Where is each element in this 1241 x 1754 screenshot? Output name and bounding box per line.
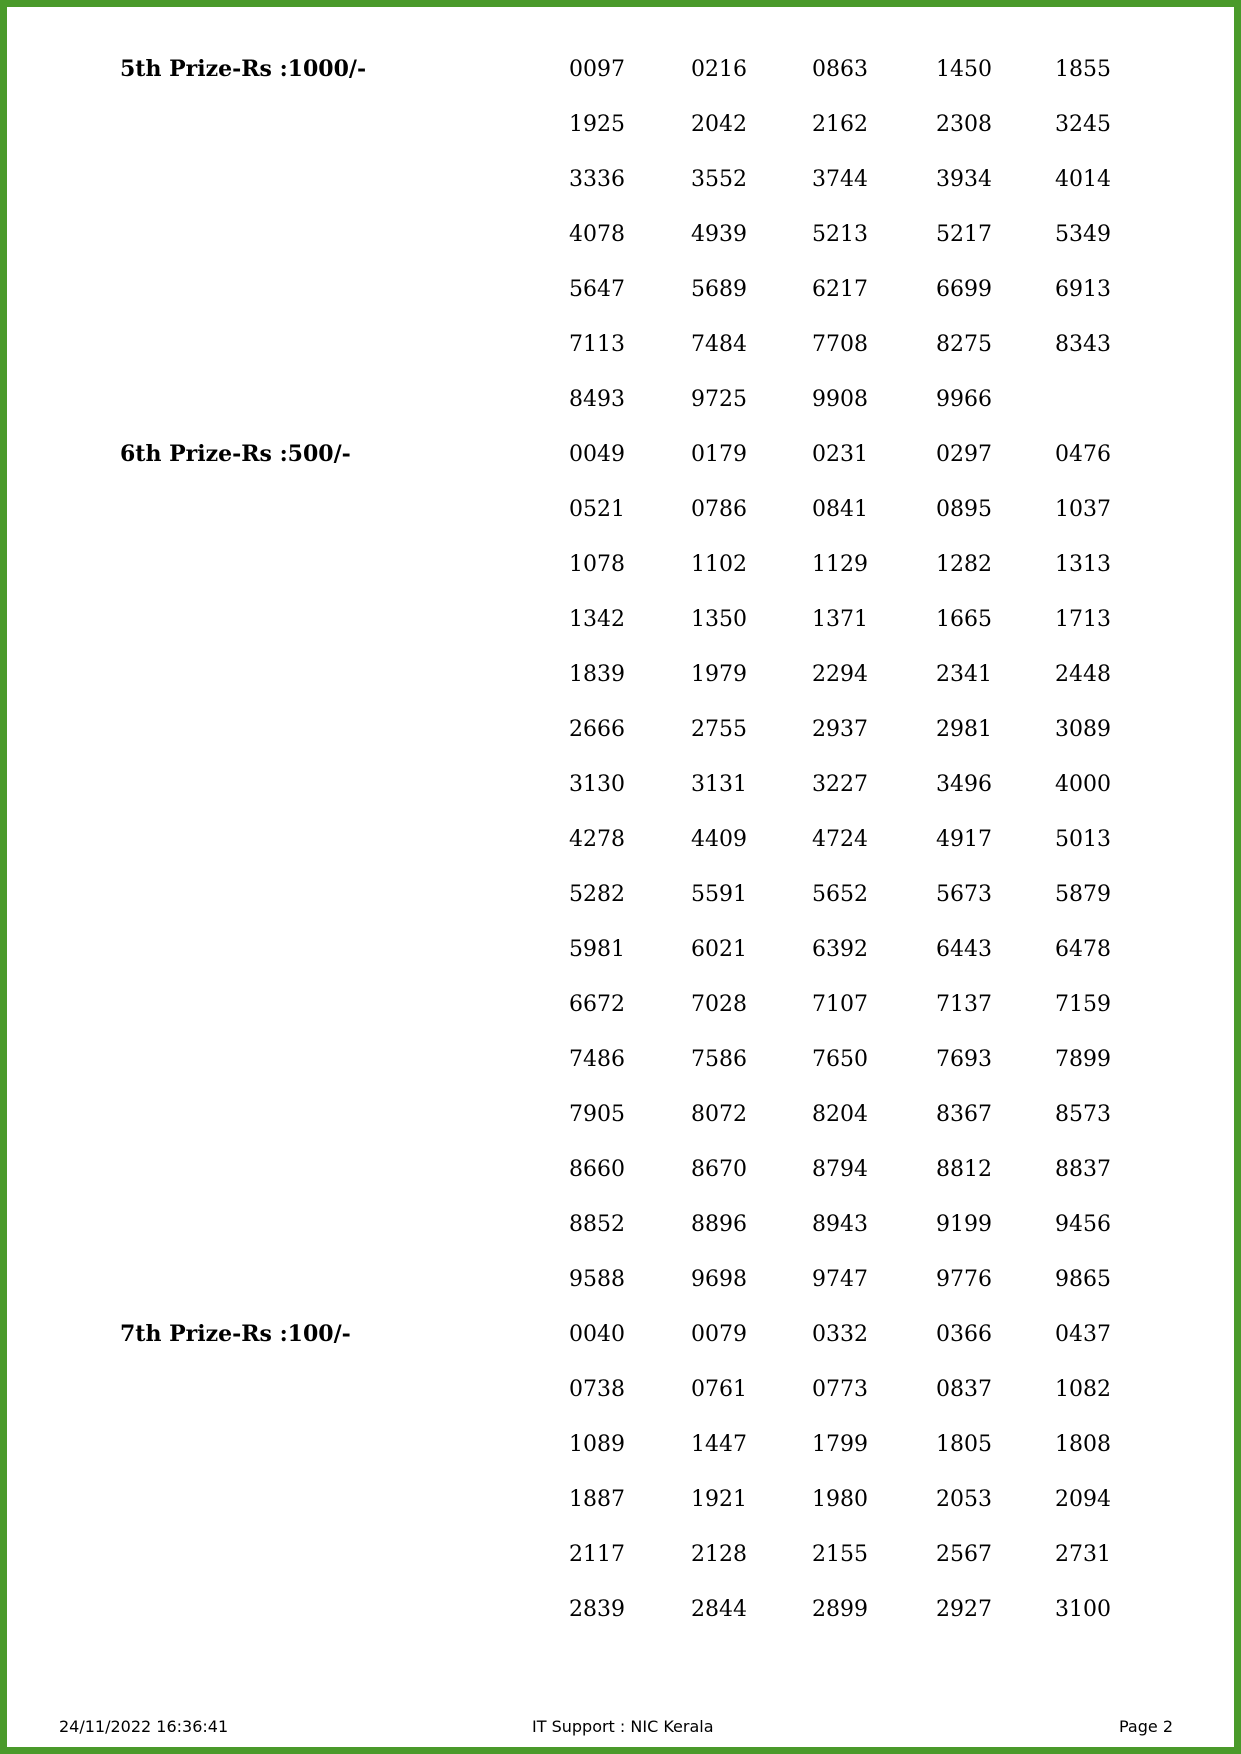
winning-number: 8837	[1055, 1157, 1111, 1182]
winning-number: 4409	[691, 827, 747, 852]
footer-timestamp: 24/11/2022 16:36:41	[59, 1717, 229, 1736]
winning-number: 2937	[812, 717, 868, 742]
winning-number: 7586	[691, 1047, 747, 1072]
winning-number: 2128	[691, 1542, 747, 1567]
number-row	[7, 702, 1234, 757]
winning-number: 8493	[569, 387, 625, 412]
winning-number: 1921	[691, 1487, 747, 1512]
number-row	[7, 262, 1234, 317]
winning-number: 0761	[691, 1377, 747, 1402]
number-row	[7, 1527, 1234, 1582]
number-row	[7, 812, 1234, 867]
winning-number: 1342	[569, 607, 625, 632]
winning-number: 5647	[569, 277, 625, 302]
winning-number: 5879	[1055, 882, 1111, 907]
winning-number: 0738	[569, 1377, 625, 1402]
winning-number: 5673	[936, 882, 992, 907]
winning-number: 7905	[569, 1102, 625, 1127]
winning-number: 8072	[691, 1102, 747, 1127]
winning-number: 0863	[812, 57, 868, 82]
winning-number: 5981	[569, 937, 625, 962]
winning-number: 5652	[812, 882, 868, 907]
winning-number: 8670	[691, 1157, 747, 1182]
winning-number: 9865	[1055, 1267, 1111, 1292]
number-row	[7, 1417, 1234, 1472]
winning-number: 1855	[1055, 57, 1111, 82]
winning-number: 2666	[569, 717, 625, 742]
winning-number: 7650	[812, 1047, 868, 1072]
winning-number: 2162	[812, 112, 868, 137]
winning-number: 1082	[1055, 1377, 1111, 1402]
number-row	[7, 482, 1234, 537]
winning-number: 2155	[812, 1542, 868, 1567]
winning-number: 1129	[812, 552, 868, 577]
footer-it-support: IT Support : NIC Kerala	[532, 1717, 714, 1736]
number-row	[7, 1087, 1234, 1142]
winning-number: 5591	[691, 882, 747, 907]
winning-number: 2094	[1055, 1487, 1111, 1512]
winning-number: 8794	[812, 1157, 868, 1182]
winning-number: 3934	[936, 167, 992, 192]
winning-number: 1450	[936, 57, 992, 82]
number-row	[7, 592, 1234, 647]
winning-number: 5217	[936, 222, 992, 247]
winning-number: 3100	[1055, 1597, 1111, 1622]
winning-number: 0437	[1055, 1322, 1111, 1347]
winning-number: 0049	[569, 442, 625, 467]
winning-number: 9698	[691, 1267, 747, 1292]
winning-number: 2308	[936, 112, 992, 137]
winning-number: 1089	[569, 1432, 625, 1457]
number-row	[7, 867, 1234, 922]
winning-number: 2755	[691, 717, 747, 742]
winning-number: 4917	[936, 827, 992, 852]
winning-number: 0786	[691, 497, 747, 522]
number-row	[7, 922, 1234, 977]
winning-number: 0366	[936, 1322, 992, 1347]
winning-number: 6021	[691, 937, 747, 962]
winning-number: 2839	[569, 1597, 625, 1622]
winning-number: 8896	[691, 1212, 747, 1237]
winning-number: 7028	[691, 992, 747, 1017]
winning-number: 3336	[569, 167, 625, 192]
number-row	[7, 372, 1234, 427]
prize-section	[7, 1307, 1234, 1637]
winning-number: 9908	[812, 387, 868, 412]
winning-number: 0079	[691, 1322, 747, 1347]
prize-section	[7, 42, 1234, 427]
winning-number: 0841	[812, 497, 868, 522]
prize-label: 5th Prize-Rs :1000/-	[120, 56, 367, 82]
winning-number: 4000	[1055, 772, 1111, 797]
number-row	[7, 537, 1234, 592]
winning-number: 8275	[936, 332, 992, 357]
winning-number: 8943	[812, 1212, 868, 1237]
winning-number: 7708	[812, 332, 868, 357]
winning-number: 2844	[691, 1597, 747, 1622]
winning-number: 7486	[569, 1047, 625, 1072]
winning-number: 9725	[691, 387, 747, 412]
winning-number: 4939	[691, 222, 747, 247]
winning-number: 3227	[812, 772, 868, 797]
winning-number: 7113	[569, 332, 625, 357]
number-row	[7, 1362, 1234, 1417]
winning-number: 3089	[1055, 717, 1111, 742]
winning-number: 6217	[812, 277, 868, 302]
winning-number: 0773	[812, 1377, 868, 1402]
winning-number: 0179	[691, 442, 747, 467]
winning-number: 6478	[1055, 937, 1111, 962]
winning-number: 3245	[1055, 112, 1111, 137]
winning-number: 8812	[936, 1157, 992, 1182]
winning-number: 7159	[1055, 992, 1111, 1017]
winning-number: 2731	[1055, 1542, 1111, 1567]
winning-number: 3130	[569, 772, 625, 797]
winning-number: 6443	[936, 937, 992, 962]
winning-number: 1979	[691, 662, 747, 687]
winning-number: 7693	[936, 1047, 992, 1072]
winning-number: 0895	[936, 497, 992, 522]
winning-number: 0231	[812, 442, 868, 467]
winning-number: 4278	[569, 827, 625, 852]
winning-number: 1102	[691, 552, 747, 577]
number-row	[7, 1252, 1234, 1307]
prize-label: 6th Prize-Rs :500/-	[120, 441, 351, 467]
winning-number: 8852	[569, 1212, 625, 1237]
winning-number: 8204	[812, 1102, 868, 1127]
number-row	[7, 1142, 1234, 1197]
number-row	[7, 427, 1234, 482]
winning-number: 1313	[1055, 552, 1111, 577]
winning-number: 8343	[1055, 332, 1111, 357]
winning-number: 4014	[1055, 167, 1111, 192]
winning-number: 1799	[812, 1432, 868, 1457]
winning-number: 7107	[812, 992, 868, 1017]
number-row	[7, 977, 1234, 1032]
winning-number: 2294	[812, 662, 868, 687]
winning-number: 7137	[936, 992, 992, 1017]
winning-number: 6672	[569, 992, 625, 1017]
winning-number: 1808	[1055, 1432, 1111, 1457]
winning-number: 1887	[569, 1487, 625, 1512]
winning-number: 1447	[691, 1432, 747, 1457]
winning-number: 7484	[691, 332, 747, 357]
winning-number: 1980	[812, 1487, 868, 1512]
winning-number: 7899	[1055, 1047, 1111, 1072]
winning-number: 1078	[569, 552, 625, 577]
winning-number: 0332	[812, 1322, 868, 1347]
number-row	[7, 647, 1234, 702]
winning-number: 2053	[936, 1487, 992, 1512]
winning-number: 2927	[936, 1597, 992, 1622]
winning-number: 1805	[936, 1432, 992, 1457]
winning-number: 3496	[936, 772, 992, 797]
winning-number: 9747	[812, 1267, 868, 1292]
number-row	[7, 1472, 1234, 1527]
winning-number: 2117	[569, 1542, 625, 1567]
number-row	[7, 97, 1234, 152]
winning-number: 8660	[569, 1157, 625, 1182]
winning-number: 0297	[936, 442, 992, 467]
number-row	[7, 757, 1234, 812]
winning-number: 2042	[691, 112, 747, 137]
winning-number: 1839	[569, 662, 625, 687]
winning-number: 9588	[569, 1267, 625, 1292]
winning-number: 9456	[1055, 1212, 1111, 1237]
prize-label: 7th Prize-Rs :100/-	[120, 1321, 351, 1347]
winning-number: 1665	[936, 607, 992, 632]
winning-number: 3131	[691, 772, 747, 797]
winning-number: 1371	[812, 607, 868, 632]
winning-number: 0476	[1055, 442, 1111, 467]
winning-number: 9199	[936, 1212, 992, 1237]
winning-number: 2341	[936, 662, 992, 687]
winning-number: 6913	[1055, 277, 1111, 302]
winning-number: 5282	[569, 882, 625, 907]
winning-number: 0097	[569, 57, 625, 82]
number-row	[7, 1032, 1234, 1087]
winning-number: 3744	[812, 167, 868, 192]
winning-number: 2567	[936, 1542, 992, 1567]
winning-number: 8573	[1055, 1102, 1111, 1127]
winning-number: 1925	[569, 112, 625, 137]
winning-number: 5013	[1055, 827, 1111, 852]
prize-section	[7, 427, 1234, 1307]
number-row	[7, 1582, 1234, 1637]
number-row	[7, 152, 1234, 207]
number-row	[7, 42, 1234, 97]
winning-number: 0040	[569, 1322, 625, 1347]
winning-number: 4078	[569, 222, 625, 247]
winning-number: 5689	[691, 277, 747, 302]
winning-number: 5213	[812, 222, 868, 247]
winning-number: 6392	[812, 937, 868, 962]
number-row	[7, 317, 1234, 372]
winning-number: 2899	[812, 1597, 868, 1622]
number-row	[7, 1307, 1234, 1362]
winning-number: 2981	[936, 717, 992, 742]
winning-number: 5349	[1055, 222, 1111, 247]
winning-number: 0521	[569, 497, 625, 522]
winning-number: 9776	[936, 1267, 992, 1292]
winning-number: 1350	[691, 607, 747, 632]
winning-number: 1713	[1055, 607, 1111, 632]
winning-number: 0837	[936, 1377, 992, 1402]
winning-number: 8367	[936, 1102, 992, 1127]
winning-number: 3552	[691, 167, 747, 192]
winning-number: 1282	[936, 552, 992, 577]
winning-number: 1037	[1055, 497, 1111, 522]
prize-list	[7, 42, 1234, 1637]
winning-number: 9966	[936, 387, 992, 412]
winning-number: 6699	[936, 277, 992, 302]
winning-number: 4724	[812, 827, 868, 852]
number-row	[7, 207, 1234, 262]
number-row	[7, 1197, 1234, 1252]
winning-number: 2448	[1055, 662, 1111, 687]
winning-number: 0216	[691, 57, 747, 82]
footer-page-number: Page 2	[1119, 1717, 1173, 1736]
